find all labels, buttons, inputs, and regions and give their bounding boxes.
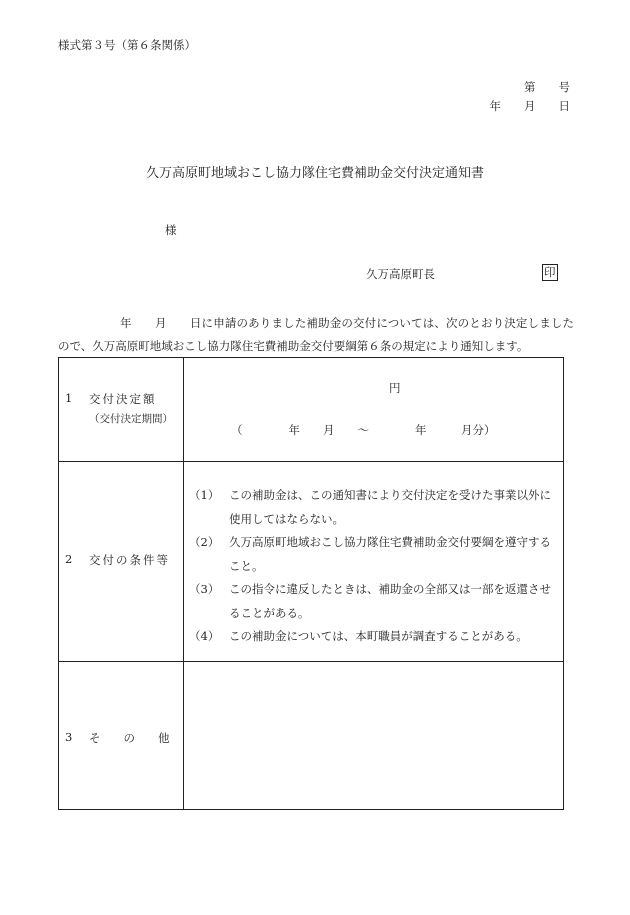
body-paragraph: 年 月 日に申請のありました補助金の交付については、次のとおり決定しましたので、久万高原町地域おこし協力隊住宅費補助金交付要綱第６条の規定により通知します。	[58, 316, 574, 353]
conditions-list	[189, 484, 559, 649]
decision-period: （ 年 月 ～ 年 月分）	[231, 423, 496, 437]
row3-label: そ の 他	[89, 731, 170, 745]
condition-text: この指令に違反したときは、補助金の全部又は一部を返還させることがある。	[229, 582, 551, 620]
condition-text: 久万高原町地域おこし協力隊住宅費補助金交付要綱を遵守すること。	[229, 535, 551, 573]
addressee-suffix: 様	[165, 223, 177, 237]
condition-text: この補助金については、本町職員が調査することがある。	[229, 629, 528, 643]
date-line: 年 月 日	[489, 99, 570, 113]
row2-number: 2	[65, 552, 73, 566]
row2-label: 交付の条件等	[89, 553, 170, 567]
decision-table	[58, 357, 564, 810]
condition-item	[189, 625, 559, 649]
table-row-divider	[59, 661, 563, 662]
row1-label: 交付決定額	[89, 392, 157, 406]
amount-yen-unit: 円	[389, 381, 401, 395]
condition-number: （4）	[189, 629, 220, 643]
condition-number: （3）	[189, 582, 220, 596]
form-number: 様式第３号（第６条関係）	[58, 38, 196, 52]
condition-item	[189, 578, 559, 625]
condition-number: （1）	[189, 488, 220, 502]
document-number-line: 第 号	[524, 80, 570, 94]
document-title: 久万高原町地域おこし協力隊住宅費補助金交付決定通知書	[145, 166, 484, 181]
table-column-divider	[183, 358, 184, 809]
condition-item	[189, 531, 559, 578]
row3-number: 3	[65, 730, 73, 744]
condition-item	[189, 484, 559, 531]
seal-mark: 印	[544, 265, 556, 279]
table-row-divider	[59, 461, 563, 462]
condition-number: （2）	[189, 535, 220, 549]
condition-text: この補助金は、この通知書により交付決定を受けた事業以外に使用してはならない。	[229, 488, 551, 526]
issuer-name: 久万高原町長	[366, 267, 435, 281]
row1-number: 1	[65, 391, 73, 405]
row1-sublabel: （交付決定期間）	[89, 413, 173, 425]
